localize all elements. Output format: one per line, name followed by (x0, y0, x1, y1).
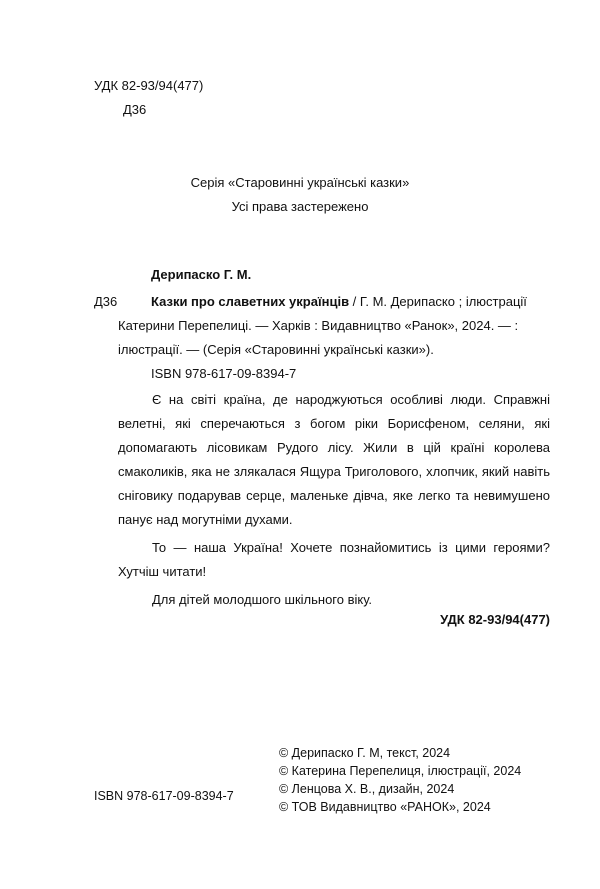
rights-line: Усі права застережено (231, 199, 369, 214)
series-line: Серія «Старовинні українські казки» (190, 175, 410, 190)
annotation-paragraph-1: Є на світі країна, де народжуються особливі люди. Справжні велетні, які сперечаються з богом ріки Борисфеном, селяни, які допомагають лісовикам Рудого лісу. Жили в цій країні королева смаколиків, яка не злякалася Ящура Триголового, хлопчик, який навіть сніговику подарував серце, маленьке дівча, яке легко та невимушено панує над могутніми духами. (118, 392, 550, 527)
record-line-2: Катерини Перепелиці. — Харків : Видавництво «Ранок», 2024. — : (118, 318, 519, 333)
annotation (118, 388, 550, 612)
annotation-paragraph-3: Для дітей молодшого шкільного віку. (152, 592, 373, 607)
udk-top: УДК 82-93/94(477) (94, 78, 204, 93)
udk-bottom: УДК 82-93/94(477) (440, 612, 550, 627)
annotation-paragraph-2: То — наша Україна! Хочете познайомитись із цими героями? Хутчіш читати! (118, 540, 550, 579)
book-title: Казки про славетних українців (151, 294, 350, 309)
record-isbn: ISBN 978-617-09-8394-7 (151, 366, 297, 381)
isbn-bottom: ISBN 978-617-09-8394-7 (94, 789, 234, 803)
record-line-1 (151, 294, 551, 309)
author-heading: Дерипаско Г. М. (151, 267, 252, 282)
copyright-line: © Катерина Перепелиця, ілюстрації, 2024 (279, 764, 522, 778)
copyright-line: © Дерипаско Г. М, текст, 2024 (279, 746, 451, 760)
copyright-line: © Ленцова Х. В., дизайн, 2024 (279, 782, 455, 796)
catalog-code-top: Д36 (123, 102, 147, 117)
record-line-3: ілюстрації. — (Серія «Старовинні українські казки»). (118, 342, 434, 357)
record-line-1-rest: / Г. М. Дерипаско ; ілюстрації (349, 294, 527, 309)
copyright-block (279, 744, 521, 816)
record-code: Д36 (94, 294, 118, 309)
copyright-line: © ТОВ Видавництво «РАНОК», 2024 (279, 800, 491, 814)
